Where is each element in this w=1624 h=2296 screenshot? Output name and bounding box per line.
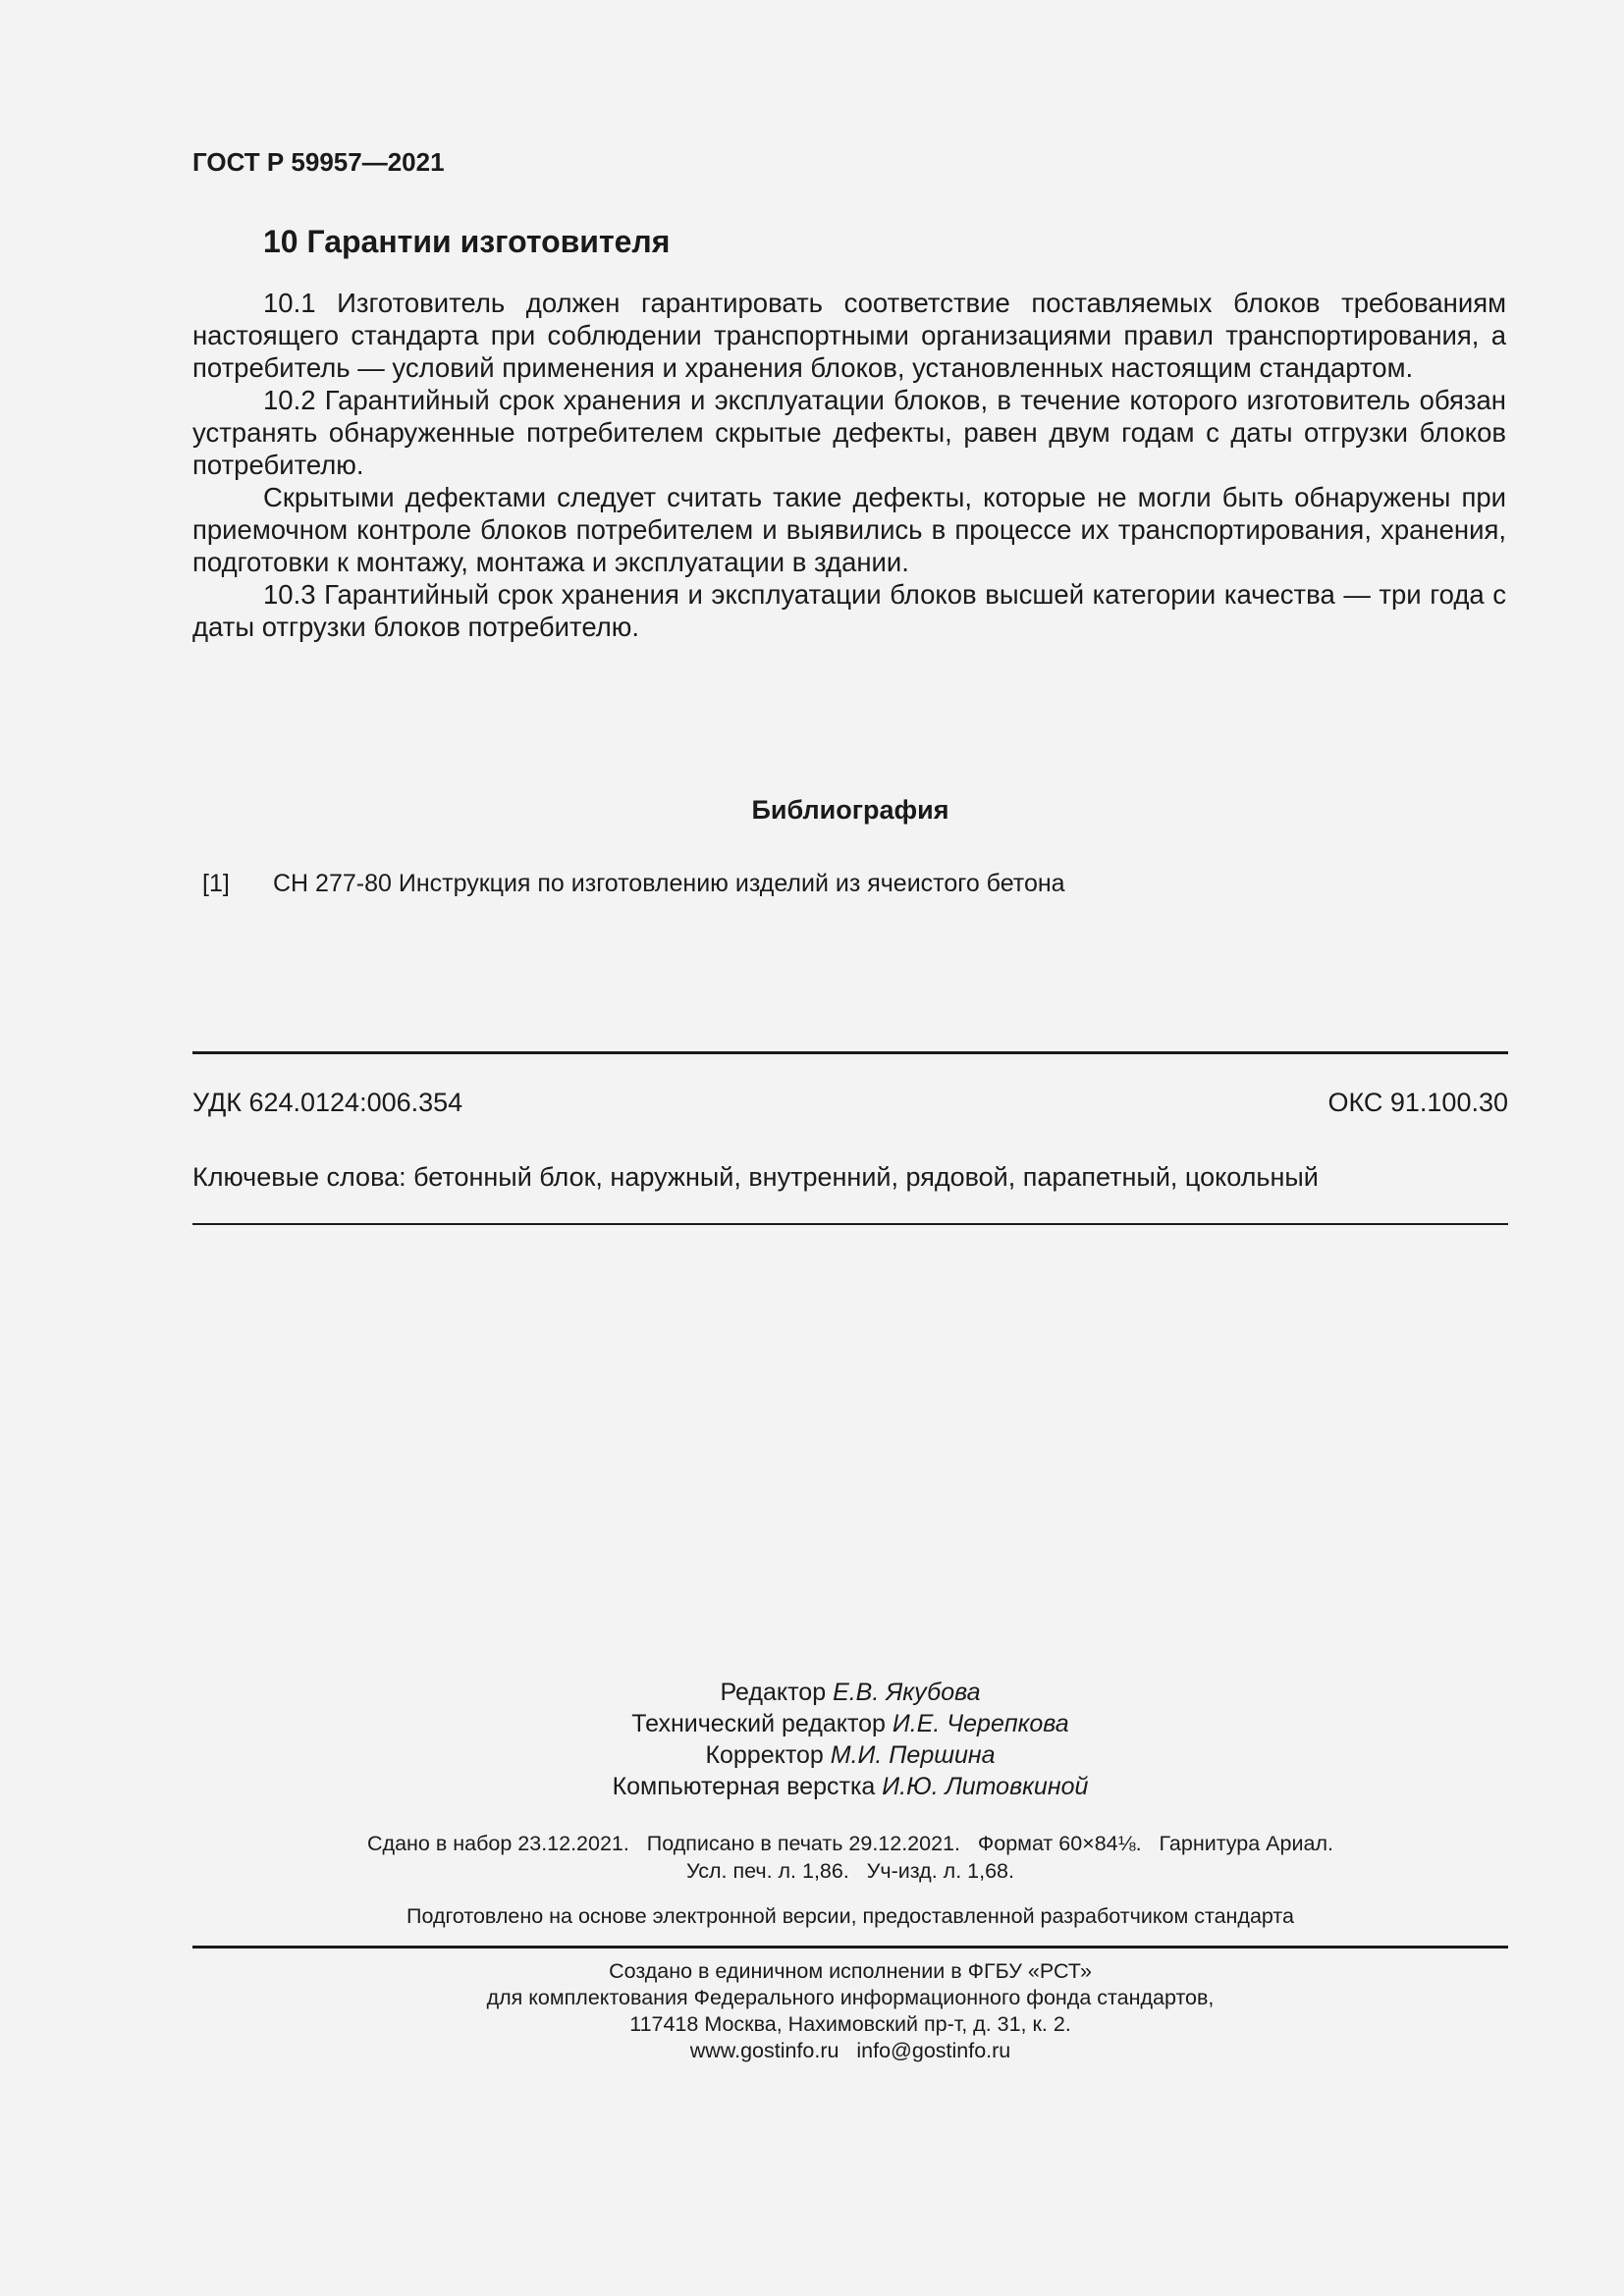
creator-line-2: для комплектования Федерального информационного фонда стандартов,: [486, 1986, 1215, 2009]
keywords: Ключевые слова: бетонный блок, наружный, внутренний, рядовой, парапетный, цокольный: [192, 1162, 1319, 1192]
publication-info: Сдано в набор 23.12.2021. Подписано в печать 29.12.2021. Формат 60×84⅛. Гарнитура Ариал.: [367, 1832, 1333, 1855]
section-title: 10 Гарантии изготовителя: [263, 224, 671, 259]
credit-name: Е.В. Якубова: [833, 1679, 981, 1706]
paragraph-hidden-defects: Скрытыми дефектами следует считать такие дефекты, которые не могли быть обнаружены при приемочном контроле блоков потребителем и выявились в процессе их транспортирования, хранения, подготовки к монтажу, монтажа и эксплуатации в здании.: [192, 482, 1506, 577]
divider-keywords: [192, 1223, 1508, 1225]
creator-contacts: www.gostinfo.ru info@gostinfo.ru: [689, 2039, 1011, 2062]
oks-code: ОКС 91.100.30: [1327, 1088, 1508, 1117]
udc-code: УДК 624.0124:006.354: [192, 1088, 463, 1117]
credit-role: Корректор: [705, 1741, 824, 1769]
credit-proofreader: [0, 1741, 1624, 1770]
publication-sheets: Усл. печ. л. 1,86. Уч-изд. л. 1,68.: [686, 1859, 1014, 1883]
bibliography-title: Библиография: [751, 795, 949, 825]
document-code: ГОСТ Р 59957—2021: [192, 147, 445, 177]
paragraph-10-2: 10.2 Гарантийный срок хранения и эксплуатации блоков, в течение которого изготовитель обязан устранять обнаруженные потребителем скрытые дефекты, равен двум годам с даты отгрузки блоков потребителю.: [192, 385, 1506, 480]
paragraph-10-3: 10.3 Гарантийный срок хранения и эксплуатации блоков высшей категории качества — три года с даты отгрузки блоков потребителю.: [192, 579, 1506, 642]
creator-line-1: Создано в единичном исполнении в ФГБУ «РСТ»: [609, 1959, 1092, 1983]
credit-role: Компьютерная верстка: [612, 1773, 876, 1800]
prepared-note: Подготовлено на основе электронной версии, предоставленной разработчиком стандарта: [406, 1904, 1294, 1928]
credit-editor: [0, 1679, 1624, 1707]
paragraph-10-1: 10.1 Изготовитель должен гарантировать соответствие поставляемых блоков требованиям настоящего стандарта при соблюдении транспортными организациями правил транспортирования, а потребитель — условий применения и хранения блоков, установленных настоящим стандартом.: [192, 288, 1506, 383]
credit-name: М.И. Першина: [830, 1741, 996, 1769]
divider-top: [192, 1051, 1508, 1054]
bibliography-item: [202, 870, 1065, 898]
divider-bottom: [192, 1946, 1508, 1949]
credit-name: И.Е. Черепкова: [892, 1710, 1069, 1737]
creator-line-3: 117418 Москва, Нахимовский пр-т, д. 31, к. 2.: [629, 2012, 1071, 2036]
bibliography-item-text: СН 277-80 Инструкция по изготовлению изделий из ячеистого бетона: [273, 870, 1065, 897]
section-body: [192, 287, 1506, 643]
credit-role: Редактор: [720, 1679, 827, 1706]
credit-role: Технический редактор: [631, 1710, 886, 1737]
credit-layout: [0, 1773, 1624, 1801]
credit-tech-editor: [0, 1710, 1624, 1738]
credit-name: И.Ю. Литовкиной: [882, 1773, 1089, 1800]
bibliography-item-number: [1]: [202, 870, 230, 897]
